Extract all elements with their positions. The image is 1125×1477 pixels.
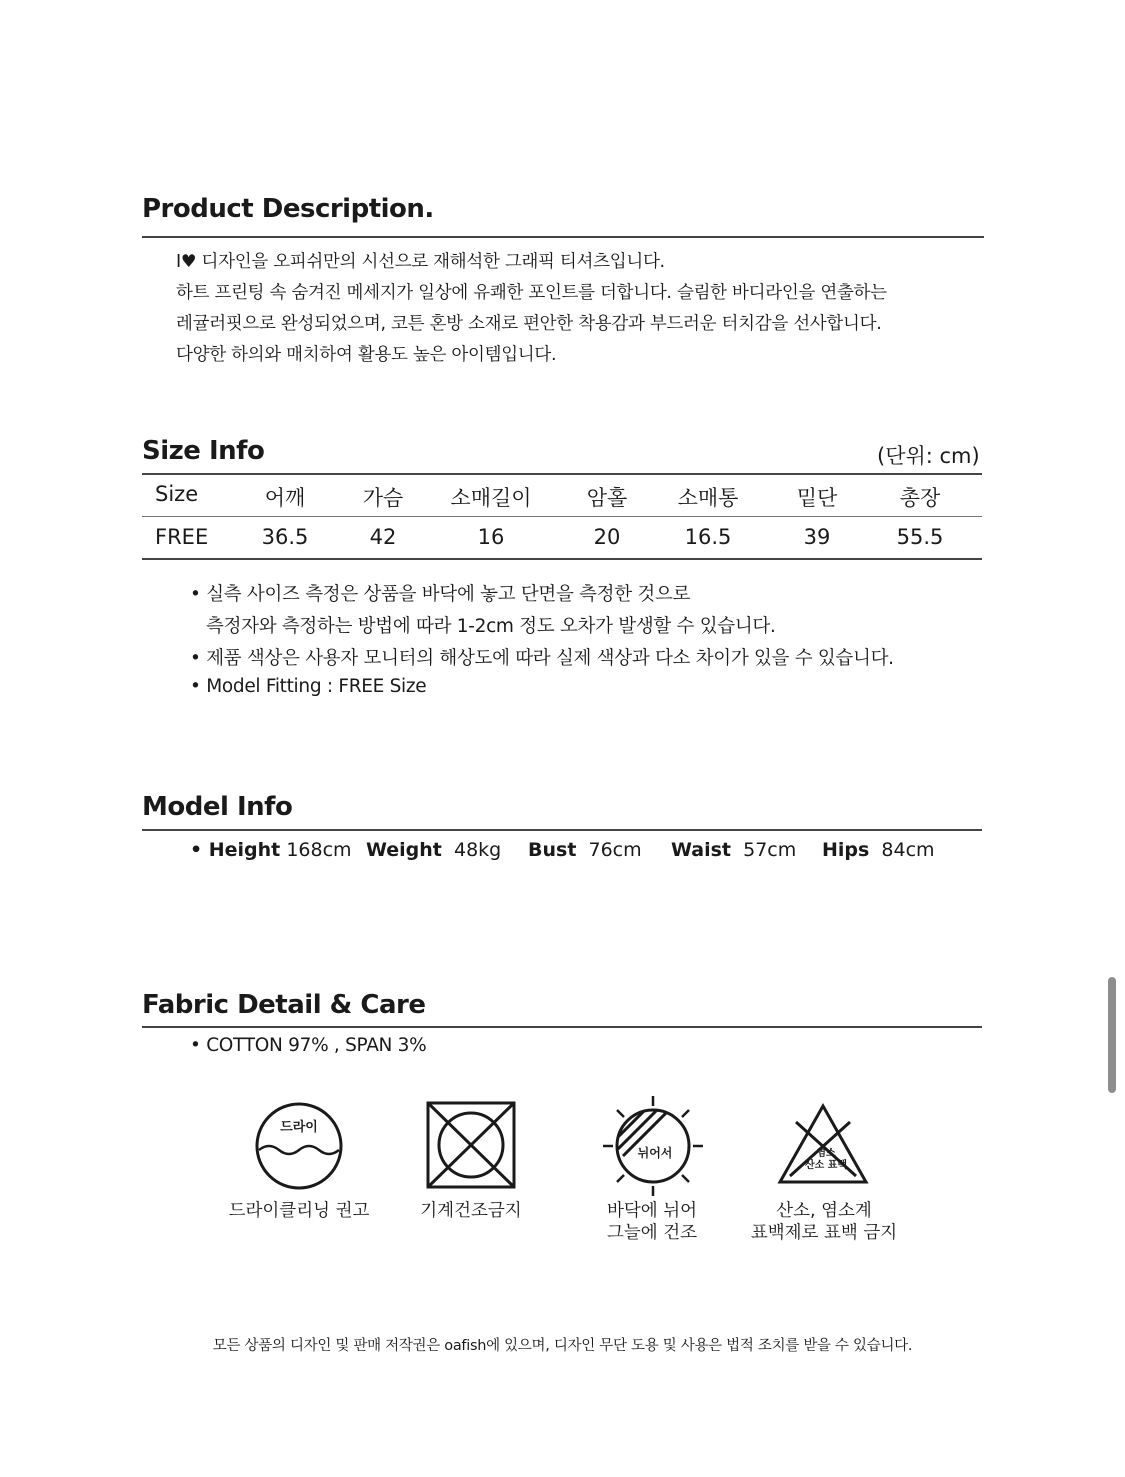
dry-clean-icon [253, 1100, 345, 1192]
product-description-text [176, 247, 887, 371]
size-header-cell: 어깨 [264, 486, 306, 510]
size-table-bottom-rule [142, 558, 982, 560]
size-value-cell: FREE [155, 525, 209, 549]
model-bust-value: 76cm [588, 839, 642, 861]
product-description-divider [142, 236, 984, 238]
size-note: • 제품 색상은 사용자 모니터의 해상도에 따라 실제 색상과 다소 차이가 있을 수 있습니다. [190, 648, 894, 669]
size-note: • Model Fitting : FREE Size [190, 676, 427, 697]
size-value-cell: 16 [477, 525, 505, 549]
flat-dry-shade-icon [601, 1094, 705, 1198]
model-height [190, 839, 352, 861]
fabric-composition: • COTTON 97% , SPAN 3% [190, 1035, 427, 1056]
copyright-footer: 모든 상품의 디자인 및 판매 저작권은 oafish에 있으며, 디자인 무단 도용 및 사용은 법적 조치를 받을 수 있습니다. [212, 1338, 913, 1354]
size-header-cell: 총장 [899, 486, 941, 510]
model-weight [366, 839, 501, 861]
care-label-dry-clean [229, 1200, 370, 1222]
description-line: 하트 프린팅 속 숨겨진 메세지가 일상에 유쾌한 포인트를 더합니다. 슬림한 바디라인을 연출하는 [176, 283, 887, 303]
size-header-cell: Size [155, 482, 199, 506]
description-line: 레귤러핏으로 완성되었으며, 코튼 혼방 소재로 편안한 착용감과 부드러운 터치감을 선사합니다. [176, 314, 882, 334]
dry-clean-icon-text: 드라이 [280, 1120, 318, 1135]
care-label-line: 산소, 염소계 [776, 1201, 872, 1221]
size-value-cell: 20 [593, 525, 621, 549]
model-weight-label: Weight [366, 839, 442, 861]
model-height-value: 168cm [286, 839, 352, 861]
size-value-cell: 39 [803, 525, 831, 549]
size-table-top-rule [142, 473, 982, 475]
scrollbar-thumb[interactable] [1108, 977, 1116, 1093]
size-note: • 실측 사이즈 측정은 상품을 바닥에 놓고 단면을 측정한 것으로 [190, 584, 691, 605]
no-bleach-icon [776, 1102, 870, 1186]
size-header-cell: 소매통 [677, 486, 739, 510]
model-hips-label: Hips [822, 839, 870, 861]
size-value-cell: 55.5 [896, 525, 944, 549]
flat-dry-shade-icon-text: 뉘어서 [637, 1146, 673, 1160]
size-header-cell: 밑단 [796, 486, 838, 510]
product-description-heading: Product Description. [142, 194, 434, 224]
care-label-flat-dry-shade [607, 1200, 697, 1244]
care-label-line: 바닥에 뉘어 [606, 1201, 698, 1221]
size-value-cell: 36.5 [261, 525, 309, 549]
model-waist-label: Waist [671, 839, 732, 861]
size-note: 측정자와 측정하는 방법에 따라 1-2cm 정도 오차가 발생할 수 있습니다. [206, 616, 776, 637]
no-tumble-dry-icon [425, 1100, 517, 1190]
model-waist [671, 839, 796, 861]
model-waist-value: 57cm [743, 839, 797, 861]
size-header-cell: 소매길이 [450, 486, 532, 510]
no-bleach-icon-text: 염소 산소 표백 [804, 1148, 848, 1171]
care-label-no-bleach [751, 1200, 897, 1244]
care-label-line: 드라이클리닝 권고 [228, 1201, 370, 1221]
model-bust-label: Bust [528, 839, 577, 861]
size-value-cell: 16.5 [684, 525, 732, 549]
description-line: I♥ 디자인을 오피쉬만의 시선으로 재해석한 그래픽 티셔츠입니다. [176, 252, 665, 272]
model-bust [528, 839, 642, 861]
size-header-cell: 가슴 [362, 486, 404, 510]
care-label-line: 그늘에 건조 [606, 1223, 698, 1243]
model-info-heading: Model Info [142, 792, 293, 822]
fabric-care-divider [142, 1026, 982, 1028]
care-label-line: 기계건조금지 [420, 1201, 522, 1221]
size-value-cell: 42 [369, 525, 397, 549]
model-weight-value: 48kg [453, 839, 502, 861]
size-table-mid-rule [142, 516, 982, 517]
model-hips [822, 839, 935, 861]
care-label-no-tumble-dry [420, 1200, 521, 1222]
model-height-label: • Height [190, 839, 281, 861]
care-label-line: 표백제로 표백 금지 [750, 1223, 898, 1243]
description-line: 다양한 하의와 매치하여 활용도 높은 아이템입니다. [176, 345, 557, 365]
fabric-care-heading: Fabric Detail & Care [142, 990, 426, 1020]
model-info-divider [142, 829, 982, 831]
size-unit-label: (단위: cm) [877, 444, 980, 468]
size-info-heading: Size Info [142, 436, 265, 466]
size-header-cell: 암홀 [586, 486, 628, 510]
model-hips-value: 84cm [881, 839, 935, 861]
